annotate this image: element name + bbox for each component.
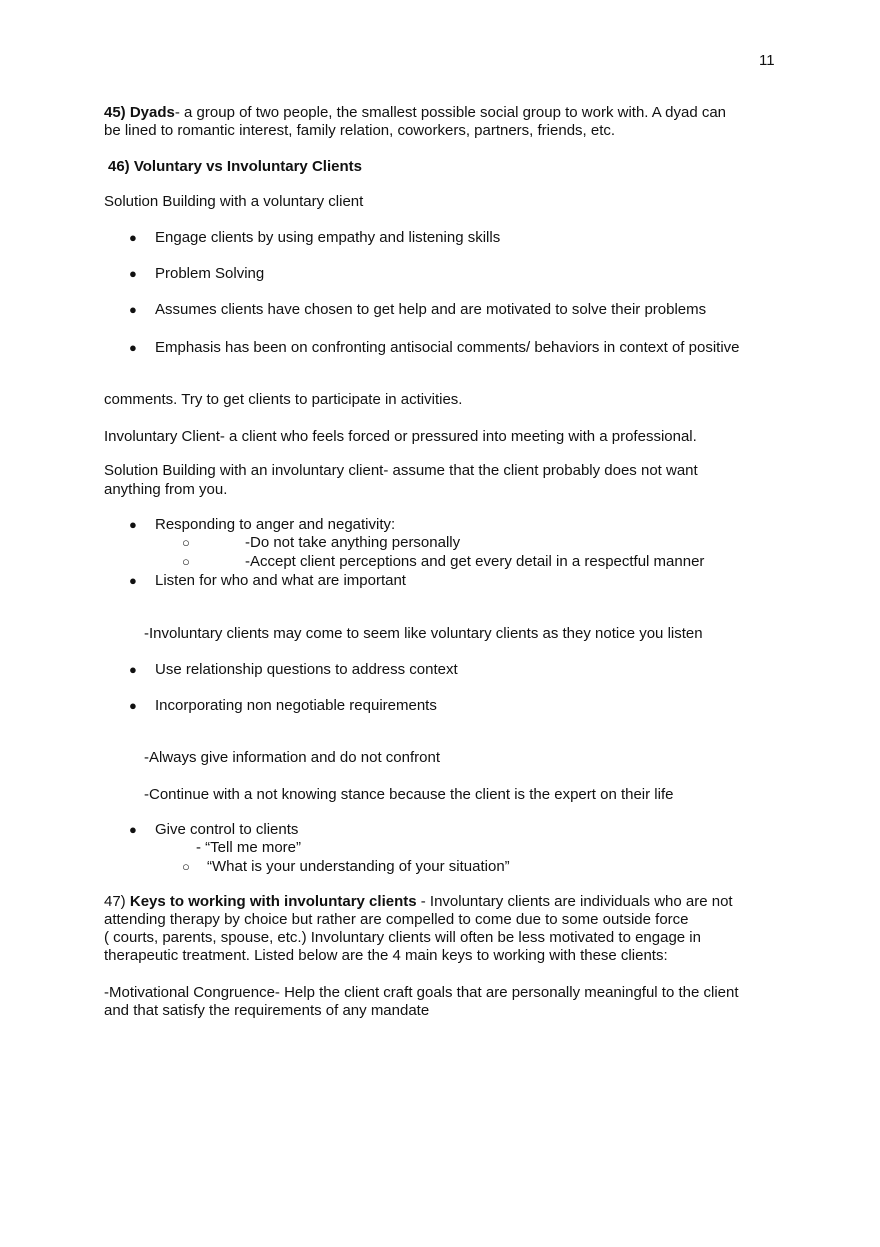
- voluntary-bullet-3: Assumes clients have chosen to get help and are motivated to solve their problems: [155, 301, 707, 318]
- congruence-line1: -Motivational Congruence- Help the client craft goals that are personally meaningful to the client: [104, 984, 739, 1001]
- listen-bullet: Listen for who and what are important: [155, 572, 406, 589]
- continuation-text: comments. Try to get clients to participate in activities.: [104, 391, 463, 408]
- control-sub-2: “What is your understanding of your situation”: [207, 858, 510, 875]
- anger-sub-1: -Do not take anything personally: [245, 534, 461, 551]
- q45-line1: [104, 104, 726, 122]
- q47-number: 47): [104, 893, 130, 910]
- bullet-icon: ●: [129, 698, 137, 713]
- q47-text-line1: - Involuntary clients are individuals who are not: [416, 893, 733, 910]
- circle-bullet-icon: ○: [182, 535, 190, 550]
- q45-text-line2: be lined to romantic interest, family relation, coworkers, partners, friends, etc.: [104, 122, 616, 139]
- voluntary-intro: Solution Building with a voluntary client: [104, 193, 364, 210]
- q45-label: 45) Dyads: [104, 104, 175, 121]
- involuntary-intro-line1: Solution Building with an involuntary client- assume that the client probably does not want: [104, 462, 698, 479]
- bullet-icon: ●: [129, 573, 137, 588]
- bullet-icon: ●: [129, 266, 137, 281]
- circle-bullet-icon: ○: [182, 859, 190, 874]
- involuntary-definition: Involuntary Client- a client who feels forced or pressured into meeting with a professional.: [104, 428, 697, 445]
- bullet-icon: ●: [129, 662, 137, 677]
- relationship-bullet: Use relationship questions to address context: [155, 661, 458, 678]
- anger-sub-2: -Accept client perceptions and get every detail in a respectful manner: [245, 553, 705, 570]
- bullet-icon: ●: [129, 822, 137, 837]
- stance-note: -Continue with a not knowing stance because the client is the expert on their life: [144, 786, 674, 803]
- listen-note: -Involuntary clients may come to seem like voluntary clients as they notice you listen: [144, 625, 703, 642]
- info-note: -Always give information and do not confront: [144, 749, 440, 766]
- control-bullet: Give control to clients: [155, 821, 299, 838]
- q46-heading: 46) Voluntary vs Involuntary Clients: [108, 158, 362, 175]
- circle-bullet-icon: ○: [182, 554, 190, 569]
- q47-line1: [104, 893, 733, 911]
- control-sub-1: - “Tell me more”: [196, 839, 302, 856]
- bullet-icon: ●: [129, 340, 137, 355]
- page-number: 11: [759, 52, 775, 69]
- nonnegotiable-bullet: Incorporating non negotiable requirements: [155, 697, 437, 714]
- anger-bullet: Responding to anger and negativity:: [155, 516, 396, 533]
- bullet-icon: ●: [129, 517, 137, 532]
- q45-text-line1: - a group of two people, the smallest possible social group to work with. A dyad can: [174, 104, 727, 121]
- congruence-line2: and that satisfy the requirements of any mandate: [104, 1002, 430, 1019]
- voluntary-bullet-1: Engage clients by using empathy and listening skills: [155, 229, 501, 246]
- q47-text-line2: attending therapy by choice but rather are compelled to come due to some outside force: [104, 911, 689, 928]
- q47-text-line3: ( courts, parents, spouse, etc.) Involuntary clients will often be less motivated to engage in: [104, 929, 701, 946]
- q47-text-line4: therapeutic treatment. Listed below are the 4 main keys to working with these clients:: [104, 947, 668, 964]
- bullet-icon: ●: [129, 230, 137, 245]
- bullet-icon: ●: [129, 302, 137, 317]
- voluntary-bullet-4: Emphasis has been on confronting antisocial comments/ behaviors in context of positive: [155, 339, 740, 356]
- q47-label: Keys to working with involuntary clients: [129, 893, 417, 910]
- involuntary-intro-line2: anything from you.: [104, 481, 228, 498]
- voluntary-bullet-2: Problem Solving: [155, 265, 265, 282]
